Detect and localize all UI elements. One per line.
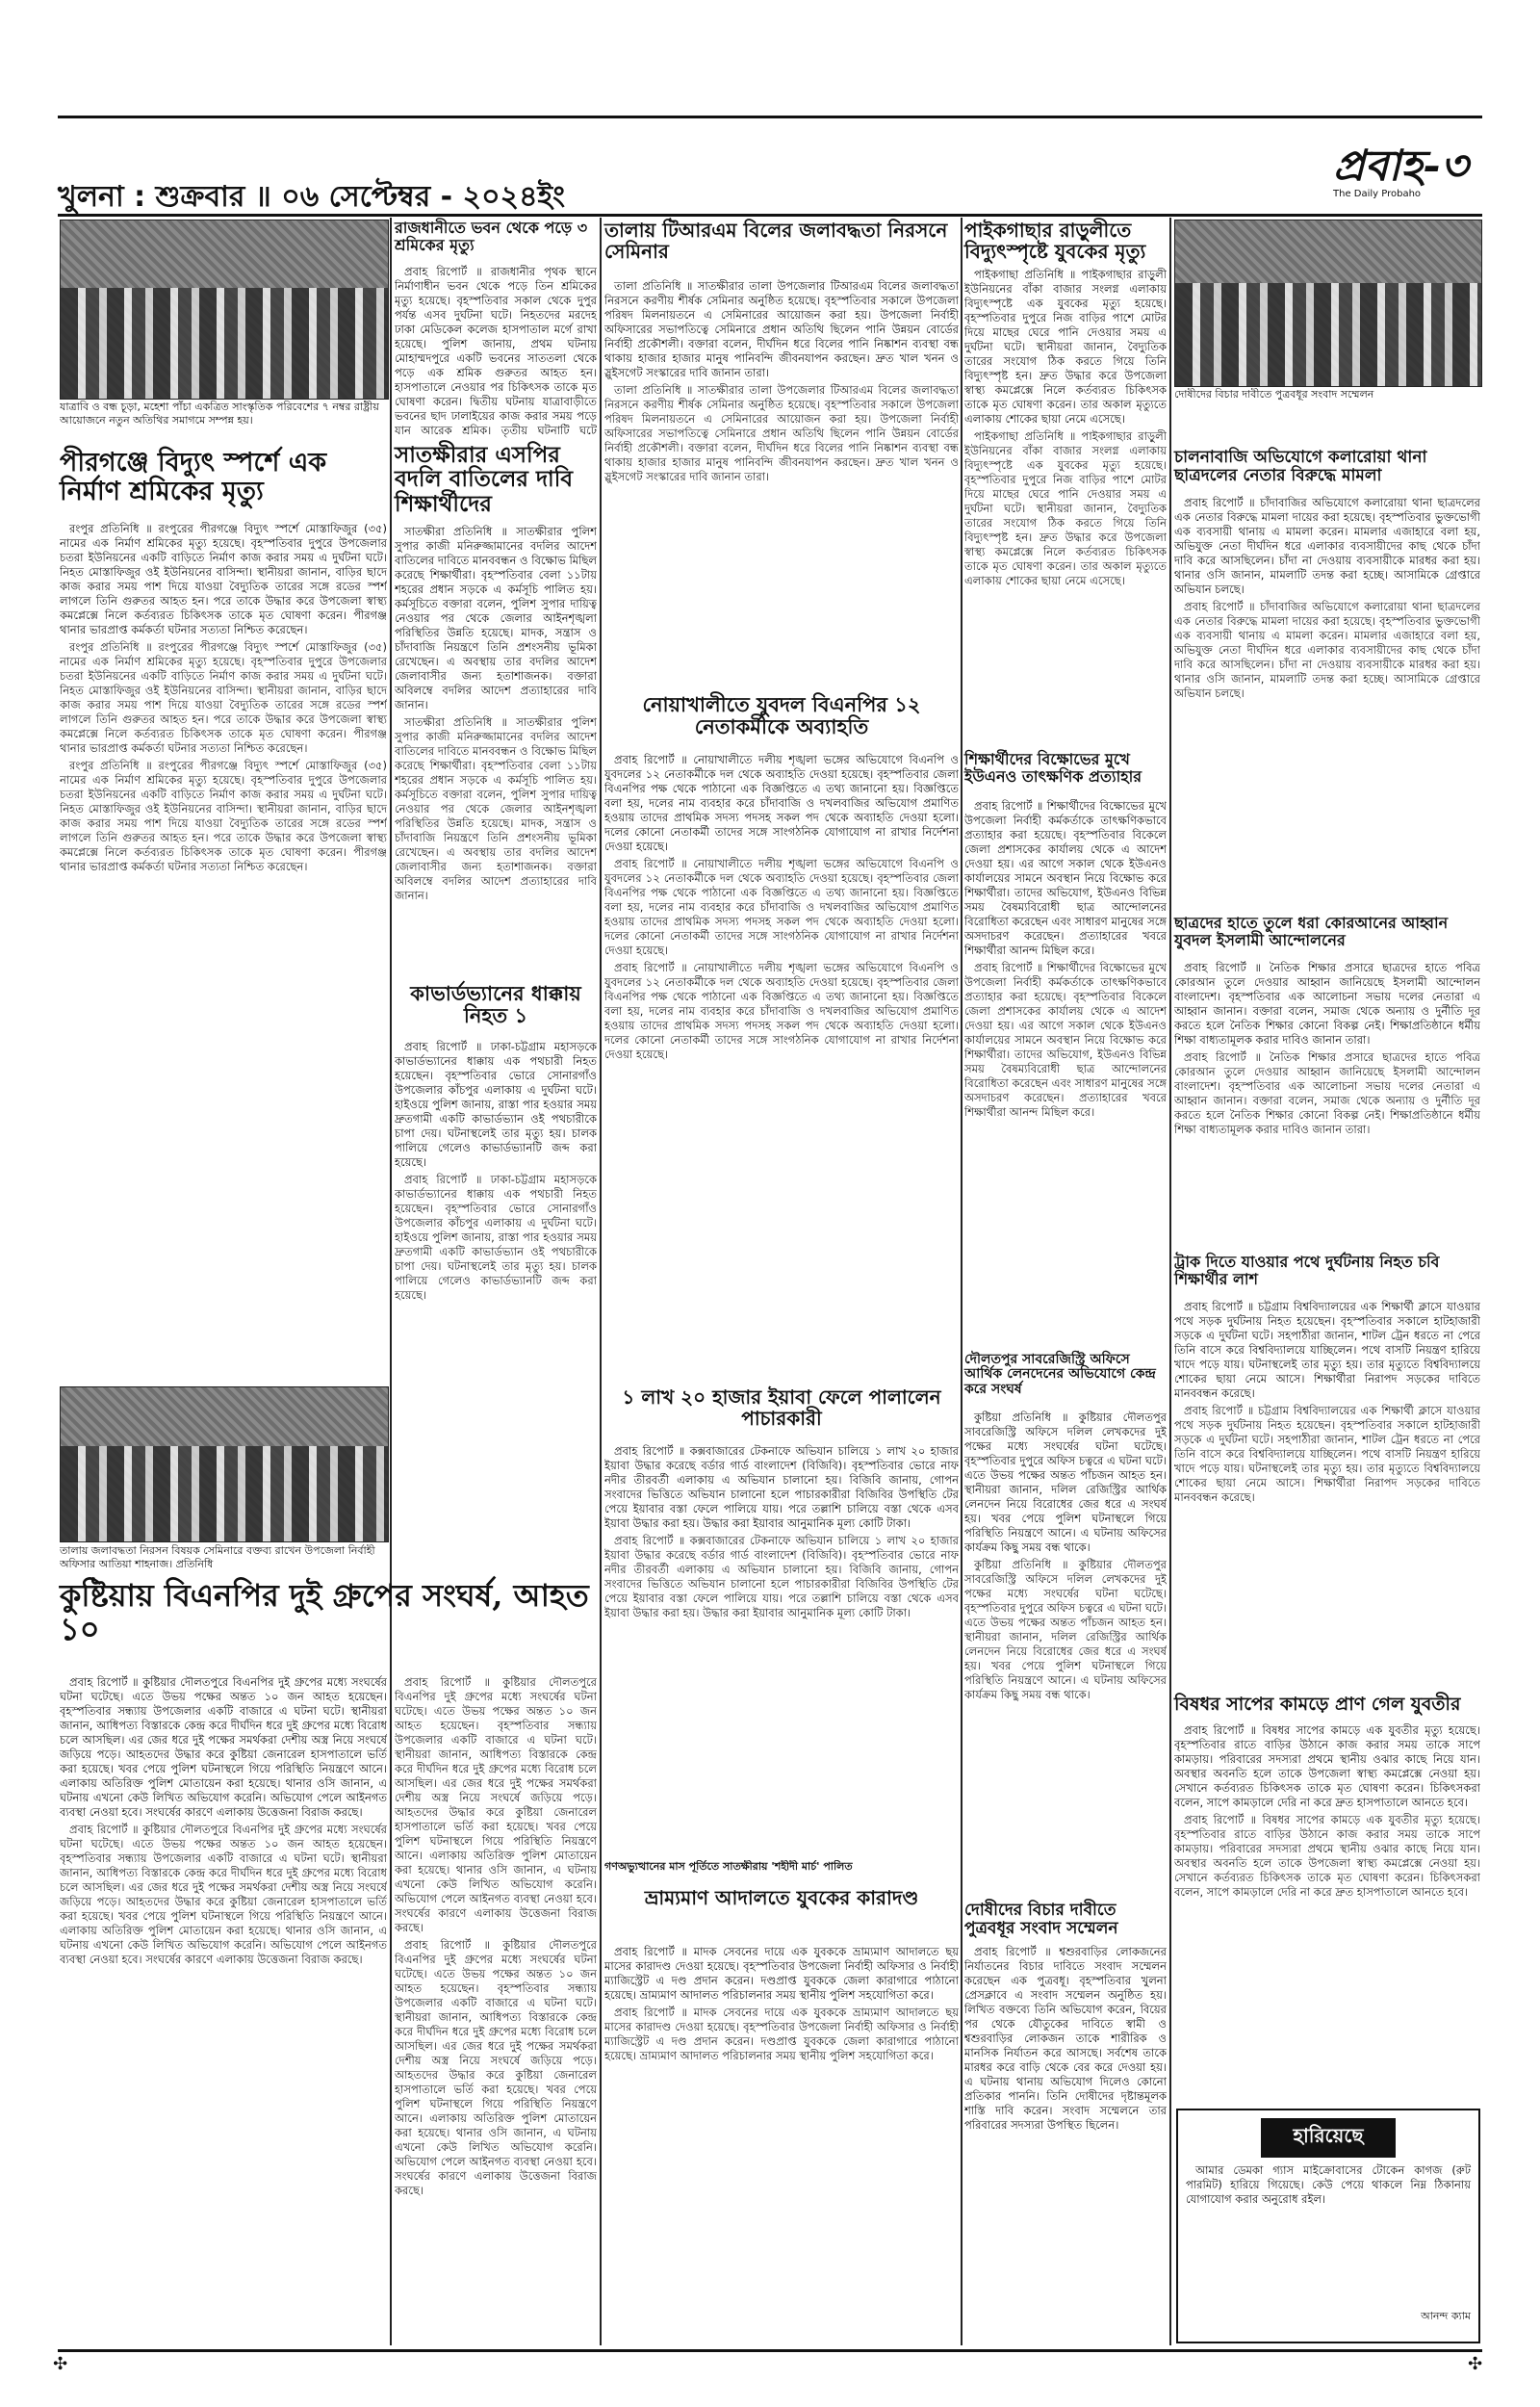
photo-caption: তালায় জলাবদ্ধতা নিরসন বিষয়ক সেমিনারে বক্তব্য রাখেন উপজেলা নির্বাহী অফিসার আতিয়া শাহনাজ। প্রতিনিধি xyxy=(60,1544,375,1570)
article-body: কুষ্টিয়া প্রতিনিধি ॥ কুষ্টিয়ার দৌলতপুর সাবরেজিস্ট্রি অফিসে দলিল লেখকদের দুই পক্ষের মধ্যে সংঘর্ষের ঘটনা ঘটেছে। বৃহস্পতিবার দুপুরে অফিস চত্বরে এ ঘটনা ঘটে। এতে উভয় পক্ষের অন্তত পাঁচজন আহত হন। স্থানীয়রা জানান, দলিল রেজিস্ট্রির আর্থিক লেনদেন নিয়ে বিরোধের জের ধরে এ সংঘর্ষ হয়। খবর পেয়ে পুলিশ ঘটনাস্থলে গিয়ে পরিস্থিতি নিয়ন্ত্রণে আনে। এ ঘটনায় অফিসের কার্যক্রম কিছু সময় বন্ধ থাকে। কুষ্টিয়া প্রতিনিধি ॥ কুষ্টিয়ার দৌলতপুর সাবরেজিস্ট্রি অফিসে দলিল লেখকদের দুই পক্ষের মধ্যে সংঘর্ষের ঘটনা ঘটেছে। বৃহস্পতিবার দুপুরে অফিস চত্বরে এ ঘটনা ঘটে। এতে উভয় পক্ষের অন্তত পাঁচজন আহত হন। স্থানীয়রা জানান, দলিল রেজিস্ট্রির আর্থিক লেনদেন নিয়ে বিরোধের জের ধরে এ সংঘর্ষ হয়। খবর পেয়ে পুলিশ ঘটনাস্থলে গিয়ে পরিস্থিতি নিয়ন্ত্রণে আনে। এ ঘটনায় অফিসের কার্যক্রম কিছু সময় বন্ধ থাকে। xyxy=(964,1411,1167,1701)
article-headline: রাজধানীতে ভবন থেকে পড়ে ৩ শ্রমিকের মৃত্যু xyxy=(395,219,588,254)
article-headline: কুষ্টিয়ায় বিএনপির দুই গ্রুপের সংঘর্ষ, আহত ১০ xyxy=(60,1577,589,1648)
article-headline: বিষধর সাপের কামড়ে প্রাণ গেল যুবতীর xyxy=(1174,1694,1461,1715)
article-headline: দোষীদের বিচার দাবীতে পুত্রবধূর সংবাদ সম্মেলন xyxy=(964,1901,1118,1938)
article-headline: তালায় টিআরএম বিলের জলাবদ্ধতা নিরসনে সেমিনার xyxy=(604,219,948,263)
lost-notice-footer: আনন্দ ক্যাম xyxy=(1421,2310,1471,2322)
article-headline: দৌলতপুর সাবরেজিস্ট্রি অফিসে আর্থিক লেনদেনের অভিযোগে কেন্দ্র করে সংঘর্ষ xyxy=(964,1352,1156,1397)
article-body: প্রবাহ রিপোর্ট ॥ চট্টগ্রাম বিশ্ববিদ্যালয়ের এক শিক্ষার্থী ক্লাসে যাওয়ার পথে সড়ক দুর্ঘটনায় নিহত হয়েছেন। বৃহস্পতিবার সকালে হাটহাজারী সড়কে এ দুর্ঘটনা ঘটে। সহপাঠীরা জানান, শাটল ট্রেন ধরতে না পেরে তিনি বাসে করে বিশ্ববিদ্যালয়ে যাচ্ছিলেন। পথে বাসটি নিয়ন্ত্রণ হারিয়ে খাদে পড়ে যায়। ঘটনাস্থলেই তার মৃত্যু হয়। তার মৃত্যুতে বিশ্ববিদ্যালয়ে শোকের ছায়া নেমে আসে। শিক্ষার্থীরা নিরাপদ সড়কের দাবিতে মানববন্ধন করেছে। প্রবাহ রিপোর্ট ॥ চট্টগ্রাম বিশ্ববিদ্যালয়ের এক শিক্ষার্থী ক্লাসে যাওয়ার পথে সড়ক দুর্ঘটনায় নিহত হয়েছেন। বৃহস্পতিবার সকালে হাটহাজারী সড়কে এ দুর্ঘটনা ঘটে। সহপাঠীরা জানান, শাটল ট্রেন ধরতে না পেরে তিনি বাসে করে বিশ্ববিদ্যালয়ে যাচ্ছিলেন। পথে বাসটি নিয়ন্ত্রণ হারিয়ে খাদে পড়ে যায়। ঘটনাস্থলেই তার মৃত্যু হয়। তার মৃত্যুতে বিশ্ববিদ্যালয়ে শোকের ছায়া নেমে আসে। শিক্ষার্থীরা নিরাপদ সড়কের দাবিতে মানববন্ধন করেছে। xyxy=(1174,1300,1480,1504)
mini-headline: গণঅভ্যুত্থানের মাস পূর্তিতে সাতক্ষীরায় 'শহীদী মার্চ' পালিত xyxy=(604,1860,853,1873)
article-body: তালা প্রতিনিধি ॥ সাতক্ষীরার তালা উপজেলার টিআরএম বিলের জলাবদ্ধতা নিরসনে করণীয় শীর্ষক সেমিনার অনুষ্ঠিত হয়েছে। বৃহস্পতিবার সকালে উপজেলা পরিষদ মিলনায়তনে এ সেমিনারের আয়োজন করা হয়। উপজেলা নির্বাহী অফিসারের সভাপতিত্বে সেমিনারে প্রধান অতিথি ছিলেন পানি উন্নয়ন বোর্ডের নির্বাহী প্রকৌশলী। বক্তারা বলেন, দীর্ঘদিন ধরে বিলের পানি নিষ্কাশন ব্যবস্থা বন্ধ থাকায় হাজার হাজার মানুষ পানিবন্দি জীবনযাপন করছেন। দ্রুত খাল খনন ও স্লুইসগেট সংস্কারের দাবি জানান তারা। তালা প্রতিনিধি ॥ সাতক্ষীরার তালা উপজেলার টিআরএম বিলের জলাবদ্ধতা নিরসনে করণীয় শীর্ষক সেমিনার অনুষ্ঠিত হয়েছে। বৃহস্পতিবার সকালে উপজেলা পরিষদ মিলনায়তনে এ সেমিনারের আয়োজন করা হয়। উপজেলা নির্বাহী অফিসারের সভাপতিত্বে সেমিনারে প্রধান অতিথি ছিলেন পানি উন্নয়ন বোর্ডের নির্বাহী প্রকৌশলী। বক্তারা বলেন, দীর্ঘদিন ধরে বিলের পানি নিষ্কাশন ব্যবস্থা বন্ধ থাকায় হাজার হাজার মানুষ পানিবন্দি জীবনযাপন করছেন। দ্রুত খাল খনন ও স্লুইসগেট সংস্কারের দাবি জানান তারা। xyxy=(604,279,959,483)
photo-caption: যাত্রাবি ও বন্ধ চূড়া, মহেশা পাঁচা একত্রিত সাংস্কৃতিক পরিবেশের ৭ নম্বর রাষ্ট্রীয় আয়োজনে নতুন অতিথির সমাগমে সম্পন্ন হয়। xyxy=(60,401,379,427)
article-headline: কাভার্ডভ্যানের ধাক্কায় নিহত ১ xyxy=(410,981,581,1028)
brand-logo: প্রবাহ-৩ The Daily Probaho xyxy=(1333,142,1469,199)
article-body: প্রবাহ রিপোর্ট ॥ শ্বশুরবাড়ির লোকজনের নির্যাতনের বিচার দাবিতে সংবাদ সম্মেলন করেছেন এক পুত্রবধূ। বৃহস্পতিবার খুলনা প্রেসক্লাবে এ সংবাদ সম্মেলন অনুষ্ঠিত হয়। লিখিত বক্তব্যে তিনি অভিযোগ করেন, বিয়ের পর থেকে যৌতুকের দাবিতে স্বামী ও শ্বশুরবাড়ির লোকজন তাকে শারীরিক ও মানসিক নির্যাতন করে আসছে। সর্বশেষ তাকে মারধর করে বাড়ি থেকে বের করে দেওয়া হয়। এ ঘটনায় থানায় অভিযোগ দিলেও কোনো প্রতিকার পাননি। তিনি দোষীদের দৃষ্টান্তমূলক শাস্তি দাবি করেন। সংবাদ সম্মেলনে তার পরিবারের সদস্যরা উপস্থিত ছিলেন। xyxy=(964,1945,1167,2132)
folio-date: খুলনা : শুক্রবার ॥ ০৬ সেপ্টেম্বর - ২০২৪ইং xyxy=(58,180,566,214)
header-bottom-rule xyxy=(58,214,1482,217)
crop-mark: ✣ xyxy=(53,2354,68,2374)
article-body: প্রবাহ রিপোর্ট ॥ কুষ্টিয়ার দৌলতপুরে বিএনপির দুই গ্রুপের মধ্যে সংঘর্ষের ঘটনা ঘটেছে। এতে উভয় পক্ষের অন্তত ১০ জন আহত হয়েছেন। বৃহস্পতিবার সন্ধ্যায় উপজেলার একটি বাজারে এ ঘটনা ঘটে। স্থানীয়রা জানান, আধিপত্য বিস্তারকে কেন্দ্র করে দীর্ঘদিন ধরে দুই গ্রুপের মধ্যে বিরোধ চলে আসছিল। এর জের ধরে দুই পক্ষের সমর্থকরা দেশীয় অস্ত্র নিয়ে সংঘর্ষে জড়িয়ে পড়ে। আহতদের উদ্ধার করে কুষ্টিয়া জেনারেল হাসপাতালে ভর্তি করা হয়েছে। খবর পেয়ে পুলিশ ঘটনাস্থলে গিয়ে পরিস্থিতি নিয়ন্ত্রণে আনে। এলাকায় অতিরিক্ত পুলিশ মোতায়েন করা হয়েছে। থানার ওসি জানান, এ ঘটনায় এখনো কেউ লিখিত অভিযোগ করেনি। অভিযোগ পেলে আইনগত ব্যবস্থা নেওয়া হবে। সংঘর্ষের কারণে এলাকায় উত্তেজনা বিরাজ করছে। প্রবাহ রিপোর্ট ॥ কুষ্টিয়ার দৌলতপুরে বিএনপির দুই গ্রুপের মধ্যে সংঘর্ষের ঘটনা ঘটেছে। এতে উভয় পক্ষের অন্তত ১০ জন আহত হয়েছেন। বৃহস্পতিবার সন্ধ্যায় উপজেলার একটি বাজারে এ ঘটনা ঘটে। স্থানীয়রা জানান, আধিপত্য বিস্তারকে কেন্দ্র করে দীর্ঘদিন ধরে দুই গ্রুপের মধ্যে বিরোধ চলে আসছিল। এর জের ধরে দুই পক্ষের সমর্থকরা দেশীয় অস্ত্র নিয়ে সংঘর্ষে জড়িয়ে পড়ে। আহতদের উদ্ধার করে কুষ্টিয়া জেনারেল হাসপাতালে ভর্তি করা হয়েছে। খবর পেয়ে পুলিশ ঘটনাস্থলে গিয়ে পরিস্থিতি নিয়ন্ত্রণে আনে। এলাকায় অতিরিক্ত পুলিশ মোতায়েন করা হয়েছে। থানার ওসি জানান, এ ঘটনায় এখনো কেউ লিখিত অভিযোগ করেনি। অভিযোগ পেলে আইনগত ব্যবস্থা নেওয়া হবে। সংঘর্ষের কারণে এলাকায় উত্তেজনা বিরাজ করছে। xyxy=(60,1675,387,1966)
article-body: প্রবাহ রিপোর্ট ॥ ঢাকা-চট্টগ্রাম মহাসড়কে কাভার্ডভ্যানের ধাক্কায় এক পথচারী নিহত হয়েছেন। বৃহস্পতিবার ভোরে সোনারগাঁও উপজেলার কাঁচপুর এলাকায় এ দুর্ঘটনা ঘটে। হাইওয়ে পুলিশ জানায়, রাস্তা পার হওয়ার সময় দ্রুতগামী একটি কাভার্ডভ্যান ওই পথচারীকে চাপা দেয়। ঘটনাস্থলেই তার মৃত্যু হয়। চালক পালিয়ে গেলেও কাভার্ডভ্যানটি জব্দ করা হয়েছে। প্রবাহ রিপোর্ট ॥ ঢাকা-চট্টগ্রাম মহাসড়কে কাভার্ডভ্যানের ধাক্কায় এক পথচারী নিহত হয়েছেন। বৃহস্পতিবার ভোরে সোনারগাঁও উপজেলার কাঁচপুর এলাকায় এ দুর্ঘটনা ঘটে। হাইওয়ে পুলিশ জানায়, রাস্তা পার হওয়ার সময় দ্রুতগামী একটি কাভার্ডভ্যান ওই পথচারীকে চাপা দেয়। ঘটনাস্থলেই তার মৃত্যু হয়। চালক পালিয়ে গেলেও কাভার্ডভ্যানটি জব্দ করা হয়েছে। xyxy=(395,1040,597,1302)
column-rule xyxy=(1169,218,1171,2345)
article-headline: ট্রাক দিতে যাওয়ার পথে দুর্ঘটনায় নিহত চবি শিক্ষার্থীর লাশ xyxy=(1174,1253,1440,1288)
article-headline: শিক্ষার্থীদের বিক্ষোভের মুখে ইউএনও তাৎক্ষণিক প্রত্যাহার xyxy=(964,750,1142,786)
article-headline: সাতক্ষীরার এসপির বদলি বাতিলের দাবি শিক্ষার্থীদের xyxy=(395,442,574,517)
column-rule xyxy=(390,218,392,1386)
article-headline: নোয়াখালীতে যুবদল বিএনপির ১২ নেতাকর্মীকে অব্যাহতি xyxy=(642,692,921,739)
lost-notice-body: আমার ডেমকা গ্যাস মাইক্রোবাসের টোকেন কাগজ (রুট পারমিট) হারিয়ে গিয়েছে। কেউ পেয়ে থাকলে নিম্ন ঠিকানায় যোগাযোগ করার অনুরোধ রইল। xyxy=(1186,2163,1471,2206)
article-body: সাতক্ষীরা প্রতিনিধি ॥ সাতক্ষীরার পুলিশ সুপার কাজী মনিরুজ্জামানের বদলির আদেশ বাতিলের দাবিতে মানববন্ধন ও বিক্ষোভ মিছিল করেছে শিক্ষার্থীরা। বৃহস্পতিবার বেলা ১১টায় শহরের প্রধান সড়কে এ কর্মসূচি পালিত হয়। কর্মসূচিতে বক্তারা বলেন, পুলিশ সুপার দায়িত্ব নেওয়ার পর থেকে জেলার আইনশৃঙ্খলা পরিস্থিতির উন্নতি হয়েছে। মাদক, সন্ত্রাস ও চাঁদাবাজি নিয়ন্ত্রণে তিনি প্রশংসনীয় ভূমিকা রেখেছেন। এ অবস্থায় তার বদলির আদেশ জেলাবাসীর জন্য হতাশাজনক। বক্তারা অবিলম্বে বদলির আদেশ প্রত্যাহারের দাবি জানান। সাতক্ষীরা প্রতিনিধি ॥ সাতক্ষীরার পুলিশ সুপার কাজী মনিরুজ্জামানের বদলির আদেশ বাতিলের দাবিতে মানববন্ধন ও বিক্ষোভ মিছিল করেছে শিক্ষার্থীরা। বৃহস্পতিবার বেলা ১১টায় শহরের প্রধান সড়কে এ কর্মসূচি পালিত হয়। কর্মসূচিতে বক্তারা বলেন, পুলিশ সুপার দায়িত্ব নেওয়ার পর থেকে জেলার আইনশৃঙ্খলা পরিস্থিতির উন্নতি হয়েছে। মাদক, সন্ত্রাস ও চাঁদাবাজি নিয়ন্ত্রণে তিনি প্রশংসনীয় ভূমিকা রেখেছেন। এ অবস্থায় তার বদলির আদেশ জেলাবাসীর জন্য হতাশাজনক। বক্তারা অবিলম্বে বদলির আদেশ প্রত্যাহারের দাবি জানান। xyxy=(395,525,597,902)
lost-notice-title: হারিয়েছে xyxy=(1261,2118,1396,2158)
article-body: পাইকগাছা প্রতিনিধি ॥ পাইকগাছার রাড়ুলী ইউনিয়নের বাঁকা বাজার সংলগ্ন এলাকায় বিদ্যুৎস্পৃষ্টে এক যুবকের মৃত্যু হয়েছে। বৃহস্পতিবার দুপুরে নিজ বাড়ির পাশে মোটর দিয়ে মাছের ঘেরে পানি দেওয়ার সময় এ দুর্ঘটনা ঘটে। স্থানীয়রা জানান, বৈদ্যুতিক তারের সংযোগ ঠিক করতে গিয়ে তিনি বিদ্যুৎস্পৃষ্ট হন। দ্রুত উদ্ধার করে উপজেলা স্বাস্থ্য কমপ্লেক্সে নিলে কর্তব্যরত চিকিৎসক তাকে মৃত ঘোষণা করেন। তার অকাল মৃত্যুতে এলাকায় শোকের ছায়া নেমে এসেছে। পাইকগাছা প্রতিনিধি ॥ পাইকগাছার রাড়ুলী ইউনিয়নের বাঁকা বাজার সংলগ্ন এলাকায় বিদ্যুৎস্পৃষ্টে এক যুবকের মৃত্যু হয়েছে। বৃহস্পতিবার দুপুরে নিজ বাড়ির পাশে মোটর দিয়ে মাছের ঘেরে পানি দেওয়ার সময় এ দুর্ঘটনা ঘটে। স্থানীয়রা জানান, বৈদ্যুতিক তারের সংযোগ ঠিক করতে গিয়ে তিনি বিদ্যুৎস্পৃষ্ট হন। দ্রুত উদ্ধার করে উপজেলা স্বাস্থ্য কমপ্লেক্সে নিলে কর্তব্যরত চিকিৎসক তাকে মৃত ঘোষণা করেন। তার অকাল মৃত্যুতে এলাকায় শোকের ছায়া নেমে এসেছে। xyxy=(964,268,1167,587)
article-body: প্রবাহ রিপোর্ট ॥ বিষধর সাপের কামড়ে এক যুবতীর মৃত্যু হয়েছে। বৃহস্পতিবার রাতে বাড়ির উঠানে কাজ করার সময় তাকে সাপে কামড়ায়। পরিবারের সদস্যরা প্রথমে স্থানীয় ওঝার কাছে নিয়ে যান। অবস্থার অবনতি হলে তাকে উপজেলা স্বাস্থ্য কমপ্লেক্সে নেওয়া হয়। সেখানে কর্তব্যরত চিকিৎসক তাকে মৃত ঘোষণা করেন। চিকিৎসকরা বলেন, সাপে কামড়ালে দেরি না করে দ্রুত হাসপাতালে আনতে হবে। প্রবাহ রিপোর্ট ॥ বিষধর সাপের কামড়ে এক যুবতীর মৃত্যু হয়েছে। বৃহস্পতিবার রাতে বাড়ির উঠানে কাজ করার সময় তাকে সাপে কামড়ায়। পরিবারের সদস্যরা প্রথমে স্থানীয় ওঝার কাছে নিয়ে যান। অবস্থার অবনতি হলে তাকে উপজেলা স্বাস্থ্য কমপ্লেক্সে নেওয়া হয়। সেখানে কর্তব্যরত চিকিৎসক তাকে মৃত ঘোষণা করেন। চিকিৎসকরা বলেন, সাপে কামড়ালে দেরি না করে দ্রুত হাসপাতালে আনতে হবে। xyxy=(1174,1723,1480,1899)
article-headline: ভ্রাম্যমাণ আদালতে যুবকের কারাদণ্ড xyxy=(644,1886,919,1909)
crop-mark: ✣ xyxy=(1468,2354,1483,2374)
article-body: প্রবাহ রিপোর্ট ॥ কক্সবাজারের টেকনাফে অভিযান চালিয়ে ১ লাখ ২০ হাজার ইয়াবা উদ্ধার করেছে বর্ডার গার্ড বাংলাদেশ (বিজিবি)। বৃহস্পতিবার ভোরে নাফ নদীর তীরবর্তী এলাকায় এ অভিযান চালানো হয়। বিজিবি জানায়, গোপন সংবাদের ভিত্তিতে অভিযান চালানো হলে পাচারকারীরা বিজিবির উপস্থিতি টের পেয়ে ইয়াবার বস্তা ফেলে পালিয়ে যায়। পরে তল্লাশি চালিয়ে বস্তা থেকে এসব ইয়াবা উদ্ধার করা হয়। উদ্ধার করা ইয়াবার আনুমানিক মূল্য কোটি টাকা। প্রবাহ রিপোর্ট ॥ কক্সবাজারের টেকনাফে অভিযান চালিয়ে ১ লাখ ২০ হাজার ইয়াবা উদ্ধার করেছে বর্ডার গার্ড বাংলাদেশ (বিজিবি)। বৃহস্পতিবার ভোরে নাফ নদীর তীরবর্তী এলাকায় এ অভিযান চালানো হয়। বিজিবি জানায়, গোপন সংবাদের ভিত্তিতে অভিযান চালানো হলে পাচারকারীরা বিজিবির উপস্থিতি টের পেয়ে ইয়াবার বস্তা ফেলে পালিয়ে যায়। পরে তল্লাশি চালিয়ে বস্তা থেকে এসব ইয়াবা উদ্ধার করা হয়। উদ্ধার করা ইয়াবার আনুমানিক মূল্য কোটি টাকা। xyxy=(604,1444,959,1619)
article-headline: পীরগঞ্জে বিদ্যুৎ স্পর্শে এক নির্মাণ শ্রমিকের মৃত্যু xyxy=(60,448,327,506)
article-body: প্রবাহ রিপোর্ট ॥ মাদক সেবনের দায়ে এক যুবককে ভ্রাম্যমাণ আদালতে ছয় মাসের কারাদণ্ড দেওয়া হয়েছে। বৃহস্পতিবার উপজেলা নির্বাহী অফিসার ও নির্বাহী ম্যাজিস্ট্রেট এ দণ্ড প্রদান করেন। দণ্ডপ্রাপ্ত যুবককে জেলা কারাগারে পাঠানো হয়েছে। ভ্রাম্যমাণ আদালত পরিচালনার সময় স্থানীয় পুলিশ সহযোগিতা করে। প্রবাহ রিপোর্ট ॥ মাদক সেবনের দায়ে এক যুবককে ভ্রাম্যমাণ আদালতে ছয় মাসের কারাদণ্ড দেওয়া হয়েছে। বৃহস্পতিবার উপজেলা নির্বাহী অফিসার ও নির্বাহী ম্যাজিস্ট্রেট এ দণ্ড প্রদান করেন। দণ্ডপ্রাপ্ত যুবককে জেলা কারাগারে পাঠানো হয়েছে। ভ্রাম্যমাণ আদালত পরিচালনার সময় স্থানীয় পুলিশ সহযোগিতা করে। xyxy=(604,1945,959,2062)
news-photo xyxy=(60,220,389,400)
column-rule xyxy=(390,1386,392,2345)
news-photo xyxy=(60,1386,389,1542)
article-body: প্রবাহ রিপোর্ট ॥ চাঁদাবাজির অভিযোগে কলারোয়া থানা ছাত্রদলের এক নেতার বিরুদ্ধে মামলা দায়ের করা হয়েছে। বৃহস্পতিবার ভুক্তভোগী এক ব্যবসায়ী থানায় এ মামলা করেন। মামলার এজাহারে বলা হয়, অভিযুক্ত নেতা দীর্ঘদিন ধরে এলাকার ব্যবসায়ীদের কাছ থেকে চাঁদা দাবি করে আসছিলেন। চাঁদা না দেওয়ায় ব্যবসায়ীকে মারধর করা হয়। থানার ওসি জানান, মামলাটি তদন্ত করা হচ্ছে। আসামিকে গ্রেপ্তারে অভিযান চলছে। প্রবাহ রিপোর্ট ॥ চাঁদাবাজির অভিযোগে কলারোয়া থানা ছাত্রদলের এক নেতার বিরুদ্ধে মামলা দায়ের করা হয়েছে। বৃহস্পতিবার ভুক্তভোগী এক ব্যবসায়ী থানায় এ মামলা করেন। মামলার এজাহারে বলা হয়, অভিযুক্ত নেতা দীর্ঘদিন ধরে এলাকার ব্যবসায়ীদের কাছ থেকে চাঁদা দাবি করে আসছিলেন। চাঁদা না দেওয়ায় ব্যবসায়ীকে মারধর করা হয়। থানার ওসি জানান, মামলাটি তদন্ত করা হচ্ছে। আসামিকে গ্রেপ্তারে অভিযান চলছে। xyxy=(1174,496,1480,700)
article-body: প্রবাহ রিপোর্ট ॥ নৈতিক শিক্ষার প্রসারে ছাত্রদের হাতে পবিত্র কোরআন তুলে দেওয়ার আহ্বান জানিয়েছে ইসলামী আন্দোলন বাংলাদেশ। বৃহস্পতিবার এক আলোচনা সভায় দলের নেতারা এ আহ্বান জানান। বক্তারা বলেন, সমাজ থেকে অন্যায় ও দুর্নীতি দূর করতে হলে নৈতিক শিক্ষার কোনো বিকল্প নেই। শিক্ষাপ্রতিষ্ঠানে ধর্মীয় শিক্ষা বাধ্যতামূলক করার দাবিও জানান তারা। প্রবাহ রিপোর্ট ॥ নৈতিক শিক্ষার প্রসারে ছাত্রদের হাতে পবিত্র কোরআন তুলে দেওয়ার আহ্বান জানিয়েছে ইসলামী আন্দোলন বাংলাদেশ। বৃহস্পতিবার এক আলোচনা সভায় দলের নেতারা এ আহ্বান জানান। বক্তারা বলেন, সমাজ থেকে অন্যায় ও দুর্নীতি দূর করতে হলে নৈতিক শিক্ষার কোনো বিকল্প নেই। শিক্ষাপ্রতিষ্ঠানে ধর্মীয় শিক্ষা বাধ্যতামূলক করার দাবিও জানান তারা। xyxy=(1174,961,1480,1136)
footer-rule xyxy=(58,2349,1482,2352)
article-body: প্রবাহ রিপোর্ট ॥ কুষ্টিয়ার দৌলতপুরে বিএনপির দুই গ্রুপের মধ্যে সংঘর্ষের ঘটনা ঘটেছে। এতে উভয় পক্ষের অন্তত ১০ জন আহত হয়েছেন। বৃহস্পতিবার সন্ধ্যায় উপজেলার একটি বাজারে এ ঘটনা ঘটে। স্থানীয়রা জানান, আধিপত্য বিস্তারকে কেন্দ্র করে দীর্ঘদিন ধরে দুই গ্রুপের মধ্যে বিরোধ চলে আসছিল। এর জের ধরে দুই পক্ষের সমর্থকরা দেশীয় অস্ত্র নিয়ে সংঘর্ষে জড়িয়ে পড়ে। আহতদের উদ্ধার করে কুষ্টিয়া জেনারেল হাসপাতালে ভর্তি করা হয়েছে। খবর পেয়ে পুলিশ ঘটনাস্থলে গিয়ে পরিস্থিতি নিয়ন্ত্রণে আনে। এলাকায় অতিরিক্ত পুলিশ মোতায়েন করা হয়েছে। থানার ওসি জানান, এ ঘটনায় এখনো কেউ লিখিত অভিযোগ করেনি। অভিযোগ পেলে আইনগত ব্যবস্থা নেওয়া হবে। সংঘর্ষের কারণে এলাকায় উত্তেজনা বিরাজ করছে। প্রবাহ রিপোর্ট ॥ কুষ্টিয়ার দৌলতপুরে বিএনপির দুই গ্রুপের মধ্যে সংঘর্ষের ঘটনা ঘটেছে। এতে উভয় পক্ষের অন্তত ১০ জন আহত হয়েছেন। বৃহস্পতিবার সন্ধ্যায় উপজেলার একটি বাজারে এ ঘটনা ঘটে। স্থানীয়রা জানান, আধিপত্য বিস্তারকে কেন্দ্র করে দীর্ঘদিন ধরে দুই গ্রুপের মধ্যে বিরোধ চলে আসছিল। এর জের ধরে দুই পক্ষের সমর্থকরা দেশীয় অস্ত্র নিয়ে সংঘর্ষে জড়িয়ে পড়ে। আহতদের উদ্ধার করে কুষ্টিয়া জেনারেল হাসপাতালে ভর্তি করা হয়েছে। খবর পেয়ে পুলিশ ঘটনাস্থলে গিয়ে পরিস্থিতি নিয়ন্ত্রণে আনে। এলাকায় অতিরিক্ত পুলিশ মোতায়েন করা হয়েছে। থানার ওসি জানান, এ ঘটনায় এখনো কেউ লিখিত অভিযোগ করেনি। অভিযোগ পেলে আইনগত ব্যবস্থা নেওয়া হবে। সংঘর্ষের কারণে এলাকায় উত্তেজনা বিরাজ করছে। xyxy=(395,1675,597,2197)
article-body: প্রবাহ রিপোর্ট ॥ নোয়াখালীতে দলীয় শৃঙ্খলা ভঙ্গের অভিযোগে বিএনপি ও যুবদলের ১২ নেতাকর্মীকে দল থেকে অব্যাহতি দেওয়া হয়েছে। বৃহস্পতিবার জেলা বিএনপির পক্ষ থেকে পাঠানো এক বিজ্ঞপ্তিতে এ তথ্য জানানো হয়। বিজ্ঞপ্তিতে বলা হয়, দলের নাম ব্যবহার করে চাঁদাবাজি ও দখলবাজির অভিযোগ প্রমাণিত হওয়ায় তাদের প্রাথমিক সদস্য পদসহ সকল পদ থেকে অব্যাহতি দেওয়া হলো। দলের কোনো নেতাকর্মী তাদের সঙ্গে সাংগঠনিক যোগাযোগ না রাখার নির্দেশনা দেওয়া হয়েছে। প্রবাহ রিপোর্ট ॥ নোয়াখালীতে দলীয় শৃঙ্খলা ভঙ্গের অভিযোগে বিএনপি ও যুবদলের ১২ নেতাকর্মীকে দল থেকে অব্যাহতি দেওয়া হয়েছে। বৃহস্পতিবার জেলা বিএনপির পক্ষ থেকে পাঠানো এক বিজ্ঞপ্তিতে এ তথ্য জানানো হয়। বিজ্ঞপ্তিতে বলা হয়, দলের নাম ব্যবহার করে চাঁদাবাজি ও দখলবাজির অভিযোগ প্রমাণিত হওয়ায় তাদের প্রাথমিক সদস্য পদসহ সকল পদ থেকে অব্যাহতি দেওয়া হলো। দলের কোনো নেতাকর্মী তাদের সঙ্গে সাংগঠনিক যোগাযোগ না রাখার নির্দেশনা দেওয়া হয়েছে। প্রবাহ রিপোর্ট ॥ নোয়াখালীতে দলীয় শৃঙ্খলা ভঙ্গের অভিযোগে বিএনপি ও যুবদলের ১২ নেতাকর্মীকে দল থেকে অব্যাহতি দেওয়া হয়েছে। বৃহস্পতিবার জেলা বিএনপির পক্ষ থেকে পাঠানো এক বিজ্ঞপ্তিতে এ তথ্য জানানো হয়। বিজ্ঞপ্তিতে বলা হয়, দলের নাম ব্যবহার করে চাঁদাবাজি ও দখলবাজির অভিযোগ প্রমাণিত হওয়ায় তাদের প্রাথমিক সদস্য পদসহ সকল পদ থেকে অব্যাহতি দেওয়া হলো। দলের কোনো নেতাকর্মী তাদের সঙ্গে সাংগঠনিক যোগাযোগ না রাখার নির্দেশনা দেওয়া হয়েছে। xyxy=(604,753,959,1061)
article-headline: ১ লাখ ২০ হাজার ইয়াবা ফেলে পালালেন পাচারকারী xyxy=(622,1385,941,1430)
paikgachha-block xyxy=(964,220,1167,768)
column-rule xyxy=(961,218,962,2345)
column-rule xyxy=(600,1386,602,2345)
header-top-rule xyxy=(58,116,1482,118)
news-photo xyxy=(1174,220,1482,387)
article-body: রংপুর প্রতিনিধি ॥ রংপুরের পীরগঞ্জে বিদ্যুৎ স্পর্শে মোস্তাফিজুর (৩৫) নামের এক নির্মাণ শ্রমিকের মৃত্যু হয়েছে। বৃহস্পতিবার দুপুরে উপজেলার চতরা ইউনিয়নের একটি বাড়িতে নির্মাণ কাজ করার সময় এ দুর্ঘটনা ঘটে। নিহত মোস্তাফিজুর ওই ইউনিয়নের বাসিন্দা। স্থানীয়রা জানান, বাড়ির ছাদে কাজ করার সময় পাশ দিয়ে যাওয়া বৈদ্যুতিক তারের সঙ্গে রডের স্পর্শ লাগলে তিনি গুরুতর আহত হন। পরে তাকে উদ্ধার করে উপজেলা স্বাস্থ্য কমপ্লেক্সে নিলে কর্তব্যরত চিকিৎসক তাকে মৃত ঘোষণা করেন। পীরগঞ্জ থানার ভারপ্রাপ্ত কর্মকর্তা ঘটনার সত্যতা নিশ্চিত করেছেন। রংপুর প্রতিনিধি ॥ রংপুরের পীরগঞ্জে বিদ্যুৎ স্পর্শে মোস্তাফিজুর (৩৫) নামের এক নির্মাণ শ্রমিকের মৃত্যু হয়েছে। বৃহস্পতিবার দুপুরে উপজেলার চতরা ইউনিয়নের একটি বাড়িতে নির্মাণ কাজ করার সময় এ দুর্ঘটনা ঘটে। নিহত মোস্তাফিজুর ওই ইউনিয়নের বাসিন্দা। স্থানীয়রা জানান, বাড়ির ছাদে কাজ করার সময় পাশ দিয়ে যাওয়া বৈদ্যুতিক তারের সঙ্গে রডের স্পর্শ লাগলে তিনি গুরুতর আহত হন। পরে তাকে উদ্ধার করে উপজেলা স্বাস্থ্য কমপ্লেক্সে নিলে কর্তব্যরত চিকিৎসক তাকে মৃত ঘোষণা করেন। পীরগঞ্জ থানার ভারপ্রাপ্ত কর্মকর্তা ঘটনার সত্যতা নিশ্চিত করেছেন। রংপুর প্রতিনিধি ॥ রংপুরের পীরগঞ্জে বিদ্যুৎ স্পর্শে মোস্তাফিজুর (৩৫) নামের এক নির্মাণ শ্রমিকের মৃত্যু হয়েছে। বৃহস্পতিবার দুপুরে উপজেলার চতরা ইউনিয়নের একটি বাড়িতে নির্মাণ কাজ করার সময় এ দুর্ঘটনা ঘটে। নিহত মোস্তাফিজুর ওই ইউনিয়নের বাসিন্দা। স্থানীয়রা জানান, বাড়ির ছাদে কাজ করার সময় পাশ দিয়ে যাওয়া বৈদ্যুতিক তারের সঙ্গে রডের স্পর্শ লাগলে তিনি গুরুতর আহত হন। পরে তাকে উদ্ধার করে উপজেলা স্বাস্থ্য কমপ্লেক্সে নিলে কর্তব্যরত চিকিৎসক তাকে মৃত ঘোষণা করেন। পীরগঞ্জ থানার ভারপ্রাপ্ত কর্মকর্তা ঘটনার সত্যতা নিশ্চিত করেছেন। xyxy=(60,522,387,873)
photo-caption: দোষীদের বিচার দাবীতে পুত্রবধূর সংবাদ সম্মেলন xyxy=(1174,388,1374,401)
column-rule xyxy=(600,218,602,1386)
article-headline: ছাত্রদের হাতে তুলে ধরা কোরআনের আহ্বান যুবদল ইসলামী আন্দোলনের xyxy=(1174,914,1449,949)
article-body: প্রবাহ রিপোর্ট ॥ রাজধানীর পৃথক স্থানে নির্মাণাধীন ভবন থেকে পড়ে তিন শ্রমিকের মৃত্যু হয়েছে। বৃহস্পতিবার সকাল থেকে দুপুর পর্যন্ত এসব দুর্ঘটনা ঘটে। নিহতদের মরদেহ ঢাকা মেডিকেল কলেজ হাসপাতাল মর্গে রাখা হয়েছে। পুলিশ জানায়, প্রথম ঘটনায় মোহাম্মদপুরে একটি ভবনের সাততলা থেকে পড়ে এক শ্রমিক গুরুতর আহত হন। হাসপাতালে নেওয়ার পর চিকিৎসক তাকে মৃত ঘোষণা করেন। দ্বিতীয় ঘটনায় যাত্রাবাড়ীতে ভবনের ছাদ ঢালাইয়ের কাজ করার সময় পড়ে যান আরেক শ্রমিক। তৃতীয় ঘটনাটি ঘটে xyxy=(395,265,597,437)
article-body: প্রবাহ রিপোর্ট ॥ শিক্ষার্থীদের বিক্ষোভের মুখে উপজেলা নির্বাহী কর্মকর্তাকে তাৎক্ষণিকভাবে প্রত্যাহার করা হয়েছে। বৃহস্পতিবার বিকেলে জেলা প্রশাসকের কার্যালয় থেকে এ আদেশ দেওয়া হয়। এর আগে সকাল থেকে ইউএনও কার্যালয়ের সামনে অবস্থান নিয়ে বিক্ষোভ করে শিক্ষার্থীরা। তাদের অভিযোগ, ইউএনও বিভিন্ন সময় বৈষম্যবিরোধী ছাত্র আন্দোলনের বিরোধিতা করেছেন এবং সাধারণ মানুষের সঙ্গে অসদাচরণ করেছেন। প্রত্যাহারের খবরে শিক্ষার্থীরা আনন্দ মিছিল করে। প্রবাহ রিপোর্ট ॥ শিক্ষার্থীদের বিক্ষোভের মুখে উপজেলা নির্বাহী কর্মকর্তাকে তাৎক্ষণিকভাবে প্রত্যাহার করা হয়েছে। বৃহস্পতিবার বিকেলে জেলা প্রশাসকের কার্যালয় থেকে এ আদেশ দেওয়া হয়। এর আগে সকাল থেকে ইউএনও কার্যালয়ের সামনে অবস্থান নিয়ে বিক্ষোভ করে শিক্ষার্থীরা। তাদের অভিযোগ, ইউএনও বিভিন্ন সময় বৈষম্যবিরোধী ছাত্র আন্দোলনের বিরোধিতা করেছেন এবং সাধারণ মানুষের সঙ্গে অসদাচরণ করেছেন। প্রত্যাহারের খবরে শিক্ষার্থীরা আনন্দ মিছিল করে। xyxy=(964,799,1167,1119)
article-headline: পাইকগাছার রাড়ুলীতে বিদ্যুৎস্পৃষ্টে যুবকের মৃত্যু xyxy=(964,219,1146,263)
article-headline: চালনাবাজি অভিযোগে কলারোয়া থানা ছাত্রদলের নেতার বিরুদ্ধে মামলা xyxy=(1174,448,1427,485)
lost-notice-box xyxy=(1176,2109,1480,2343)
